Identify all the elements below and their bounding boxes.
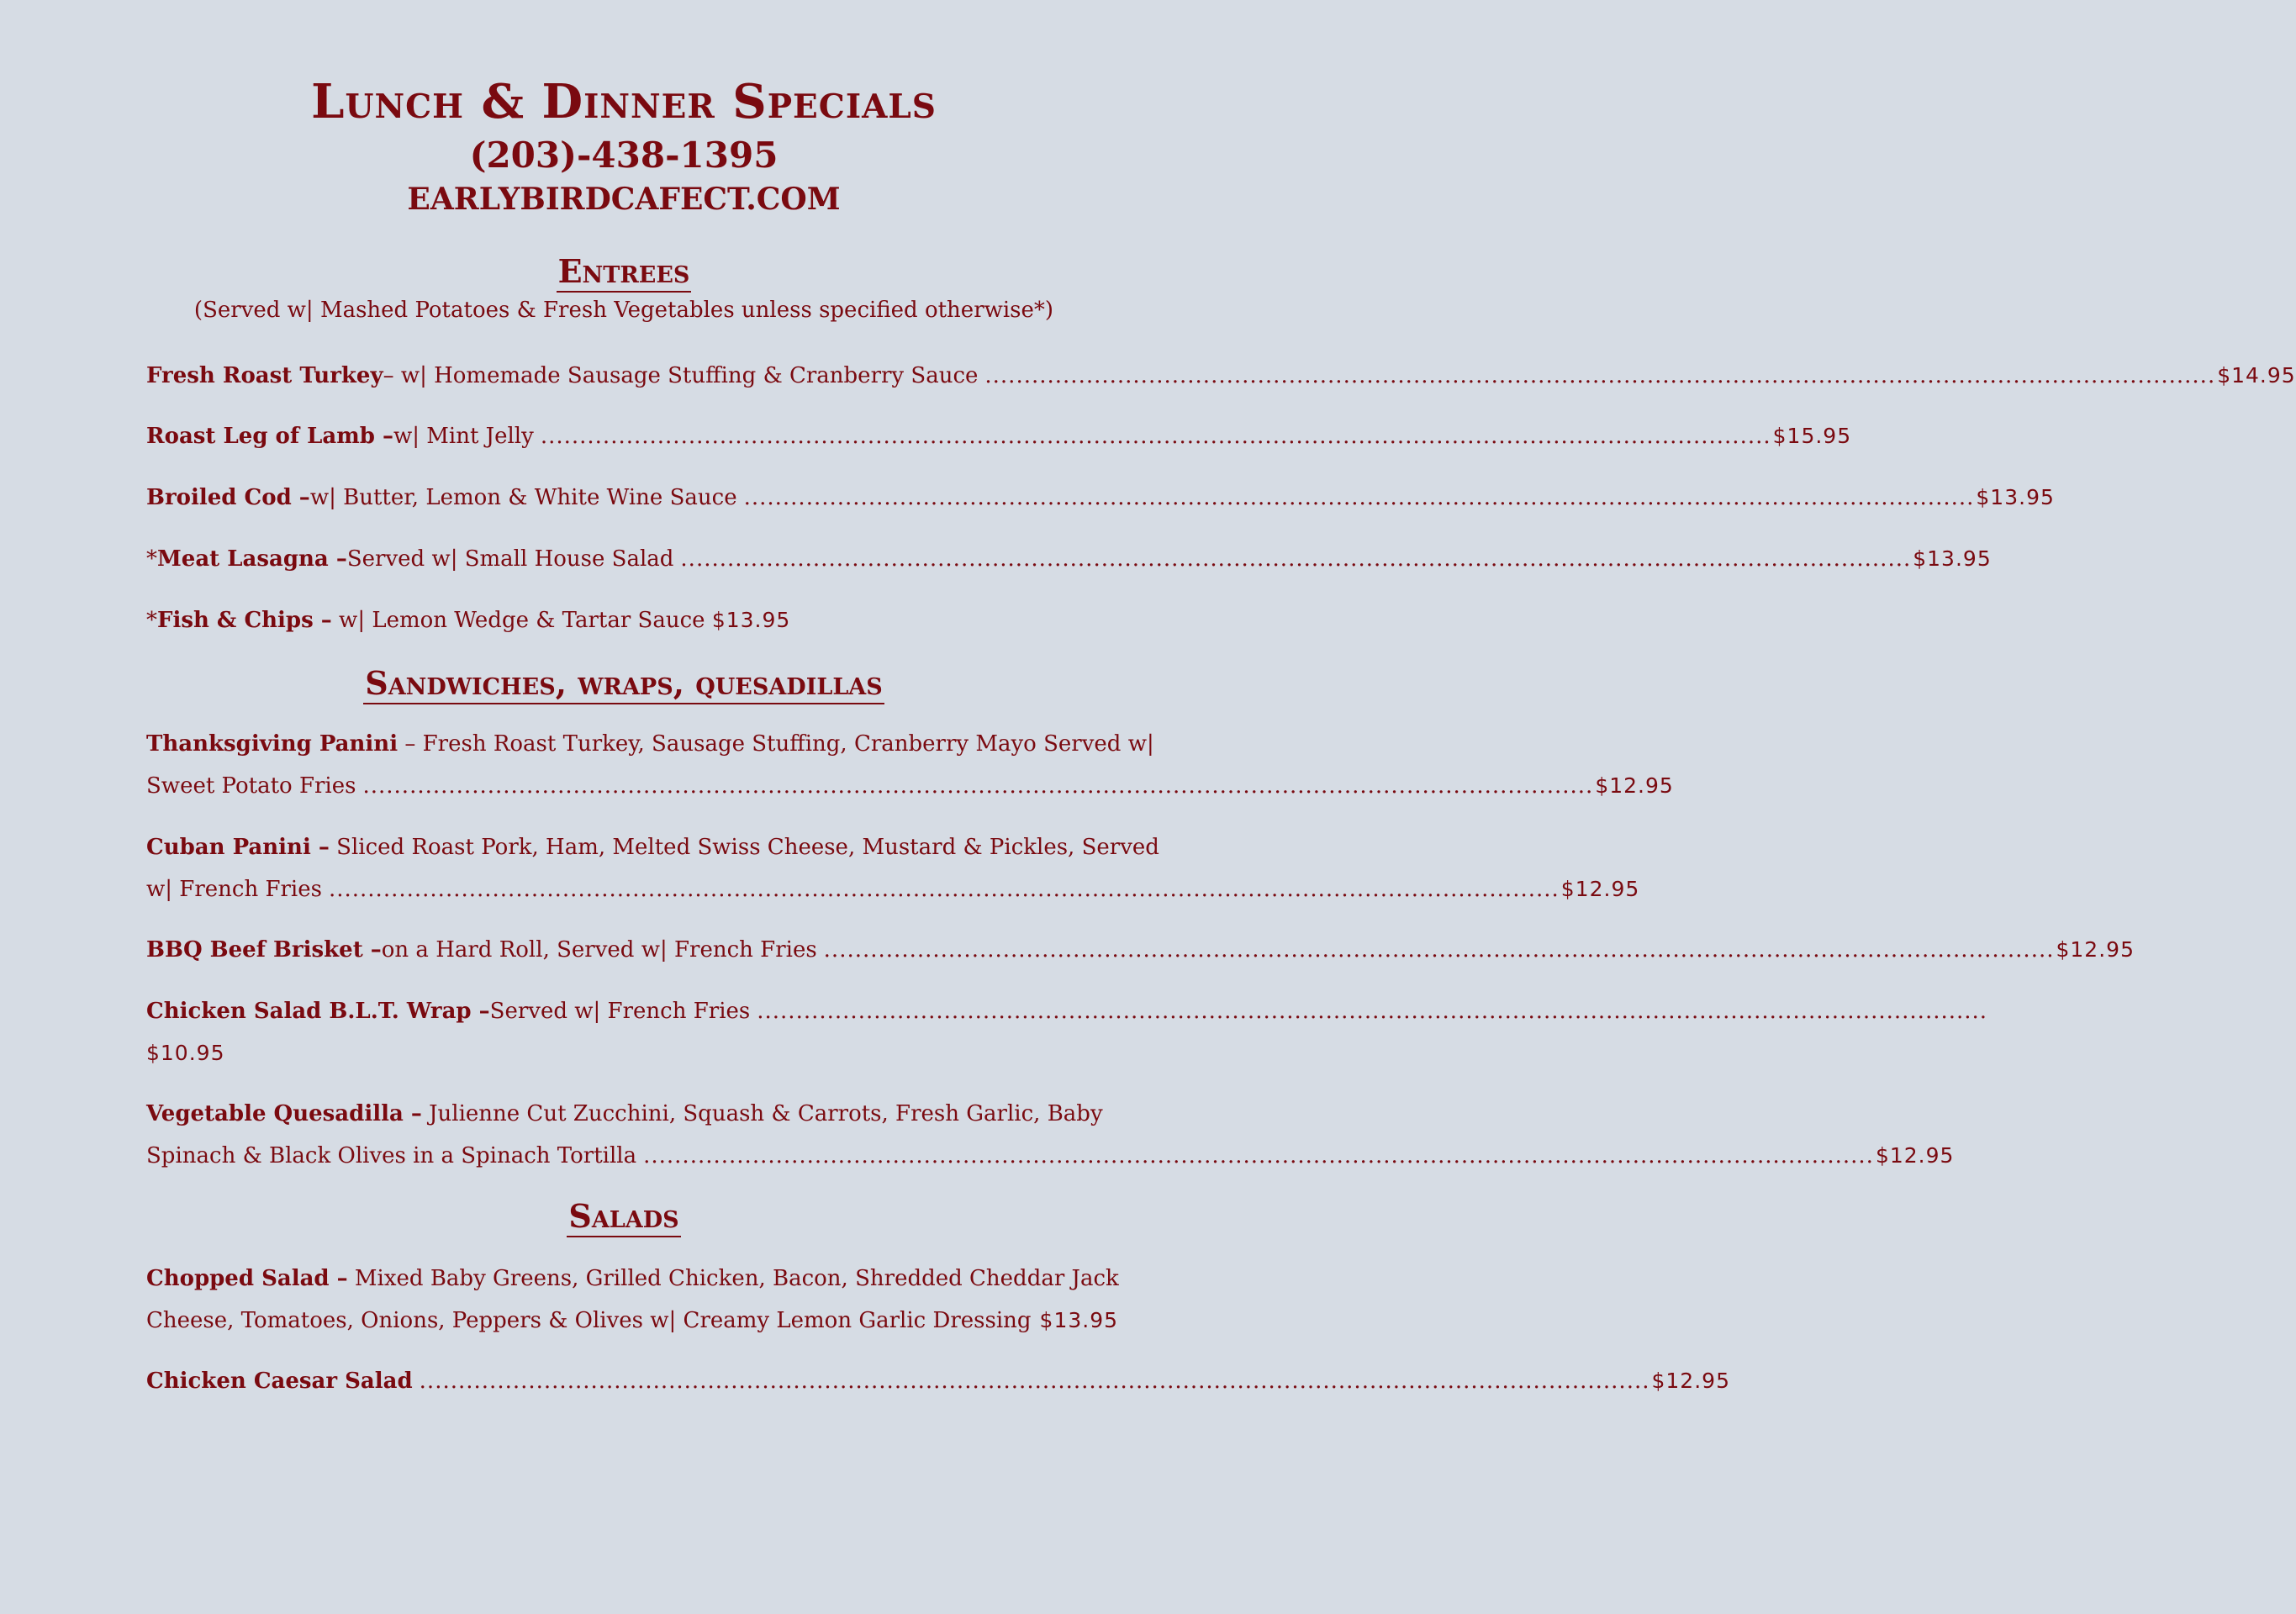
item-description: Mixed Baby Greens, Grilled Chicken, Bacon, Shredded Cheddar Jack bbox=[347, 1266, 1119, 1291]
item-price: $13.95 bbox=[1913, 546, 1992, 571]
dot-leader: .............................................................................................................................................................. bbox=[419, 1369, 1650, 1394]
menu-item bbox=[146, 1258, 1119, 1342]
item-price: $13.95 bbox=[711, 608, 791, 632]
dot-leader: .............................................................................................................................................................. bbox=[743, 485, 1975, 510]
item-price: $13.95 bbox=[1976, 485, 2055, 509]
item-price: $13.95 bbox=[1039, 1308, 1119, 1332]
menu-item bbox=[146, 723, 1674, 807]
item-description: Julienne Cut Zucchini, Squash & Carrots, Fresh Garlic, Baby bbox=[421, 1101, 1103, 1126]
section-title-entrees: Entrees bbox=[0, 252, 1248, 290]
dot-leader: .............................................................................................................................................................. bbox=[680, 546, 1912, 572]
item-name: Fish & Chips – bbox=[157, 608, 332, 633]
menu-item bbox=[146, 826, 1640, 910]
menu-item bbox=[146, 929, 2135, 971]
dot-leader: .............................................................................................................................................................. bbox=[540, 424, 1771, 449]
item-price: $12.95 bbox=[1595, 773, 1674, 798]
item-name: Roast Leg of Lamb – bbox=[146, 424, 393, 449]
item-name: BBQ Beef Brisket – bbox=[146, 937, 382, 963]
dot-leader: .............................................................................................................................................................. bbox=[362, 773, 1594, 799]
menu-item bbox=[146, 538, 1992, 580]
item-description: w| Butter, Lemon & White Wine Sauce bbox=[309, 485, 737, 510]
item-price: $15.95 bbox=[1772, 424, 1852, 448]
menu-item bbox=[146, 477, 2055, 519]
dot-leader: .............................................................................................................................................................. bbox=[984, 363, 2216, 388]
item-name: Fresh Roast Turkey bbox=[146, 363, 383, 388]
website-url: EARLYBIRDCAFECT.COM bbox=[407, 182, 841, 217]
section-title-salads: Salads bbox=[0, 1197, 1248, 1235]
item-name: Chopped Salad – bbox=[146, 1266, 348, 1291]
item-description: Sliced Roast Pork, Ham, Melted Swiss Cheese, Mustard & Pickles, Served bbox=[329, 835, 1159, 860]
section-title-sandwiches: Sandwiches, wraps, quesadillas bbox=[0, 664, 1248, 702]
item-description-cont: Spinach & Black Olives in a Spinach Tortilla bbox=[146, 1143, 637, 1168]
item-name: Vegetable Quesadilla – bbox=[146, 1101, 422, 1126]
item-price: $12.95 bbox=[1651, 1369, 1730, 1393]
menu-item bbox=[146, 990, 1988, 1074]
item-description-cont: Sweet Potato Fries bbox=[146, 773, 356, 799]
item-description-cont: w| French Fries bbox=[146, 877, 322, 902]
item-name: Broiled Cod – bbox=[146, 485, 310, 510]
menu-item bbox=[146, 1360, 1730, 1402]
item-description: w| Mint Jelly bbox=[393, 424, 534, 449]
item-name: Chicken Salad B.L.T. Wrap – bbox=[146, 999, 490, 1024]
dot-leader: .............................................................................................................................................................. bbox=[643, 1143, 1874, 1168]
item-description: Served w| French Fries bbox=[489, 999, 751, 1024]
entrees-note: (Served w| Mashed Potatoes & Fresh Vegetables unless specified otherwise*) bbox=[193, 298, 1054, 323]
dot-leader: .............................................................................................................................................................. bbox=[328, 877, 1560, 902]
item-price: $12.95 bbox=[2056, 937, 2135, 962]
item-price: $12.95 bbox=[1560, 877, 1640, 901]
item-name: Meat Lasagna – bbox=[157, 546, 347, 572]
item-price: $14.95 bbox=[2217, 363, 2296, 388]
phone-number: (203)-438-1395 bbox=[469, 134, 779, 176]
menu-title: Lunch & Dinner Specials bbox=[311, 74, 937, 129]
dot-leader: .............................................................................................................................................................. bbox=[757, 999, 1988, 1024]
item-price: $12.95 bbox=[1875, 1143, 1955, 1168]
item-description: on a Hard Roll, Served w| French Fries bbox=[381, 937, 817, 963]
menu-item bbox=[146, 599, 1101, 641]
item-name: Thanksgiving Panini bbox=[146, 731, 399, 757]
item-prefix: * bbox=[146, 546, 157, 572]
dot-leader: .............................................................................................................................................................. bbox=[823, 937, 2055, 963]
item-name: Chicken Caesar Salad bbox=[146, 1369, 413, 1394]
item-description-cont: Cheese, Tomatoes, Onions, Peppers & Olives w| Creamy Lemon Garlic Dressing bbox=[146, 1308, 1032, 1333]
menu-item bbox=[146, 1093, 1955, 1177]
menu-item bbox=[146, 415, 1852, 457]
menu-item bbox=[146, 355, 2296, 397]
item-description: – Fresh Roast Turkey, Sausage Stuffing, Cranberry Mayo Served w| bbox=[398, 731, 1154, 757]
item-description: w| Lemon Wedge & Tartar Sauce bbox=[331, 608, 705, 633]
item-description: Served w| Small House Salad bbox=[346, 546, 674, 572]
item-description: – w| Homemade Sausage Stuffing & Cranberry Sauce bbox=[383, 363, 979, 388]
item-price: $10.95 bbox=[146, 1041, 225, 1065]
item-name: Cuban Panini – bbox=[146, 835, 330, 860]
item-prefix: * bbox=[146, 608, 157, 633]
